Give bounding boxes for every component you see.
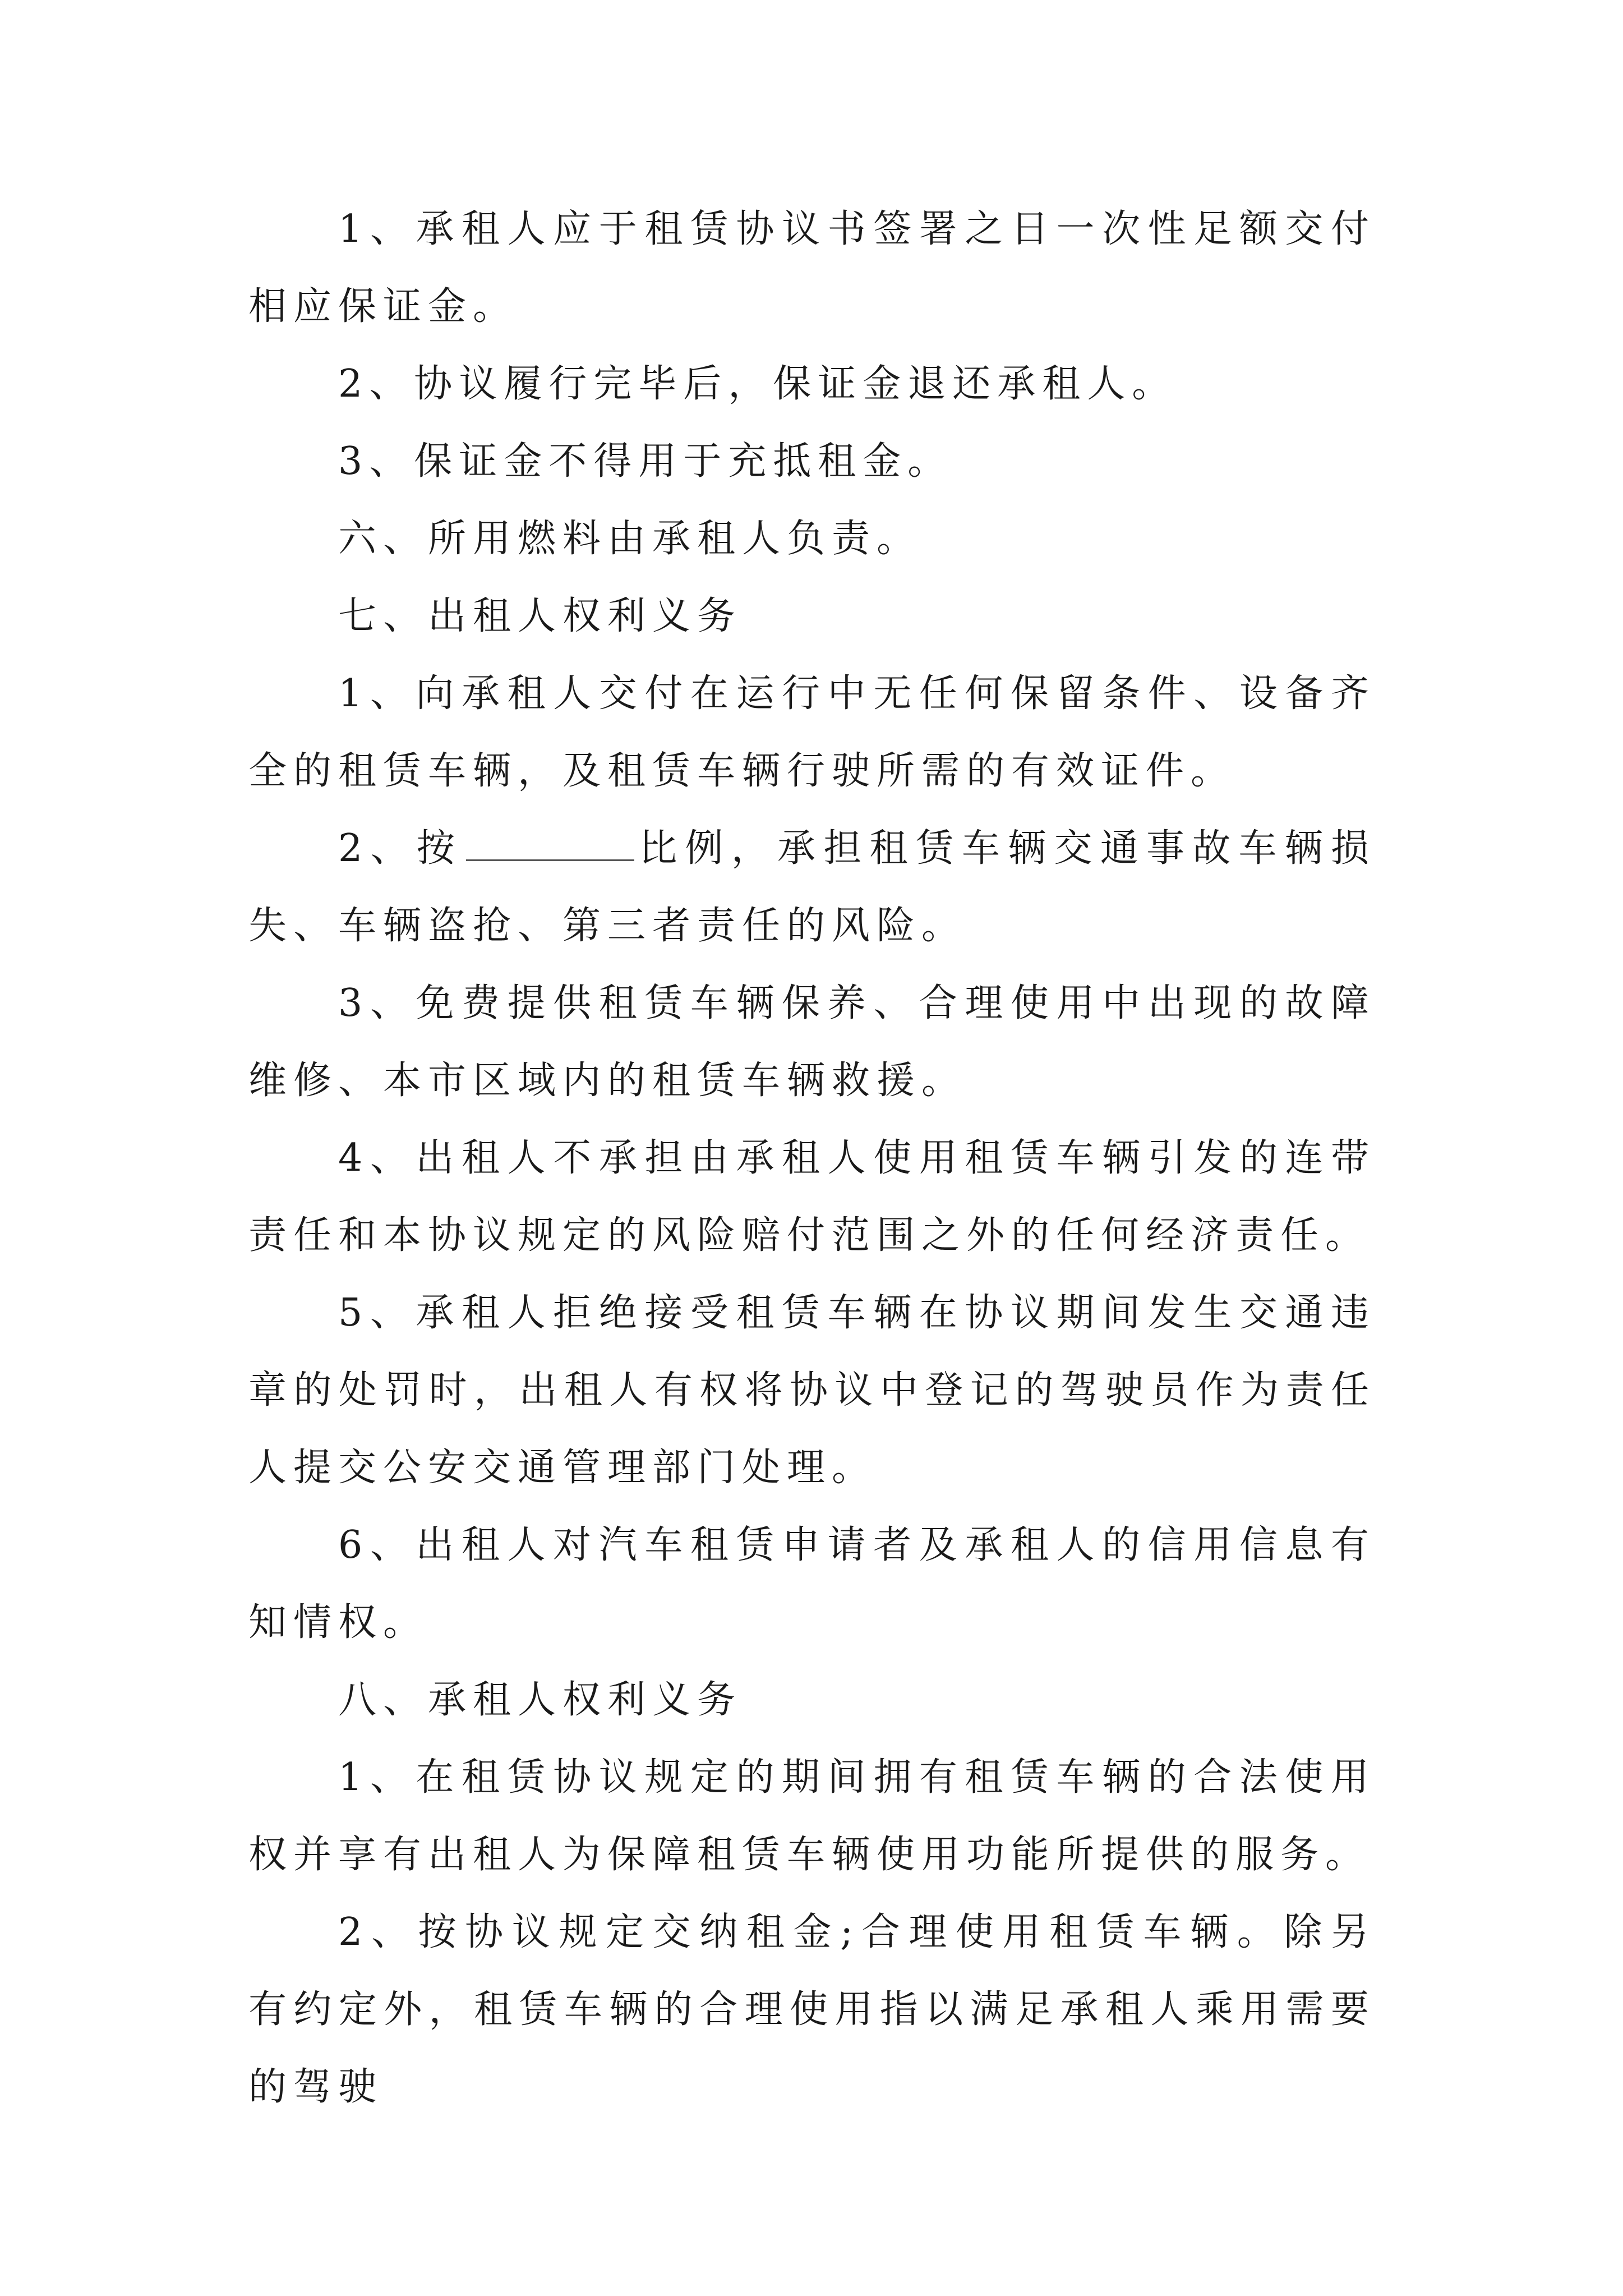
paragraph: 3、免费提供租赁车辆保养、合理使用中出现的故障维修、本市区域内的租赁车辆救援。 — [248, 981, 1376, 1103]
paragraph: 4、出租人不承担由承租人使用租赁车辆引发的连带责任和本协议规定的风险赔付范围之外的任何经济责任。 — [248, 1136, 1376, 1258]
document-body — [248, 191, 1376, 2126]
paragraph: 1、在租赁协议规定的期间拥有租赁车辆的合法使用权并享有出租人为保障租赁车辆使用功能所提供的服务。 — [248, 1755, 1376, 1877]
paragraph: 1、承租人应于租赁协议书签署之日一次性足额交付相应保证金。 — [248, 207, 1376, 329]
section-heading: 六、所用燃料由承租人负责。 — [338, 517, 922, 561]
paragraph-with-blank — [248, 810, 1376, 965]
section-heading: 八、承租人权利义务 — [338, 1678, 743, 1722]
paragraph: 2、协议履行完毕后，保证金退还承租人。 — [338, 362, 1177, 406]
paragraph: 1、向承租人交付在运行中无任何保留条件、设备齐全的租赁车辆，及租赁车辆行驶所需的有效证件。 — [248, 671, 1376, 793]
paragraph: 5、承租人拒绝接受租赁车辆在协议期间发生交通违章的处罚时，出租人有权将协议中登记的驾驶员作为责任人提交公安交通管理部门处理。 — [248, 1291, 1376, 1490]
paragraph: 3、保证金不得用于充抵租金。 — [338, 439, 953, 484]
section-heading: 七、出租人权利义务 — [338, 594, 743, 638]
paragraph: 6、出租人对汽车租赁申请者及承租人的信用信息有知情权。 — [248, 1523, 1376, 1645]
paragraph: 2、按协议规定交纳租金;合理使用租赁车辆。除另有约定外，租赁车辆的合理使用指以满足承租人乘用需要的驾驶 — [248, 1910, 1376, 2109]
fill-in-blank — [466, 826, 634, 861]
paragraph-suffix: 比例，承担租赁车辆交通事故车辆损失、车辆盗抢、第三者责任的风险。 — [248, 826, 1376, 948]
paragraph-prefix: 2、按 — [338, 826, 463, 871]
